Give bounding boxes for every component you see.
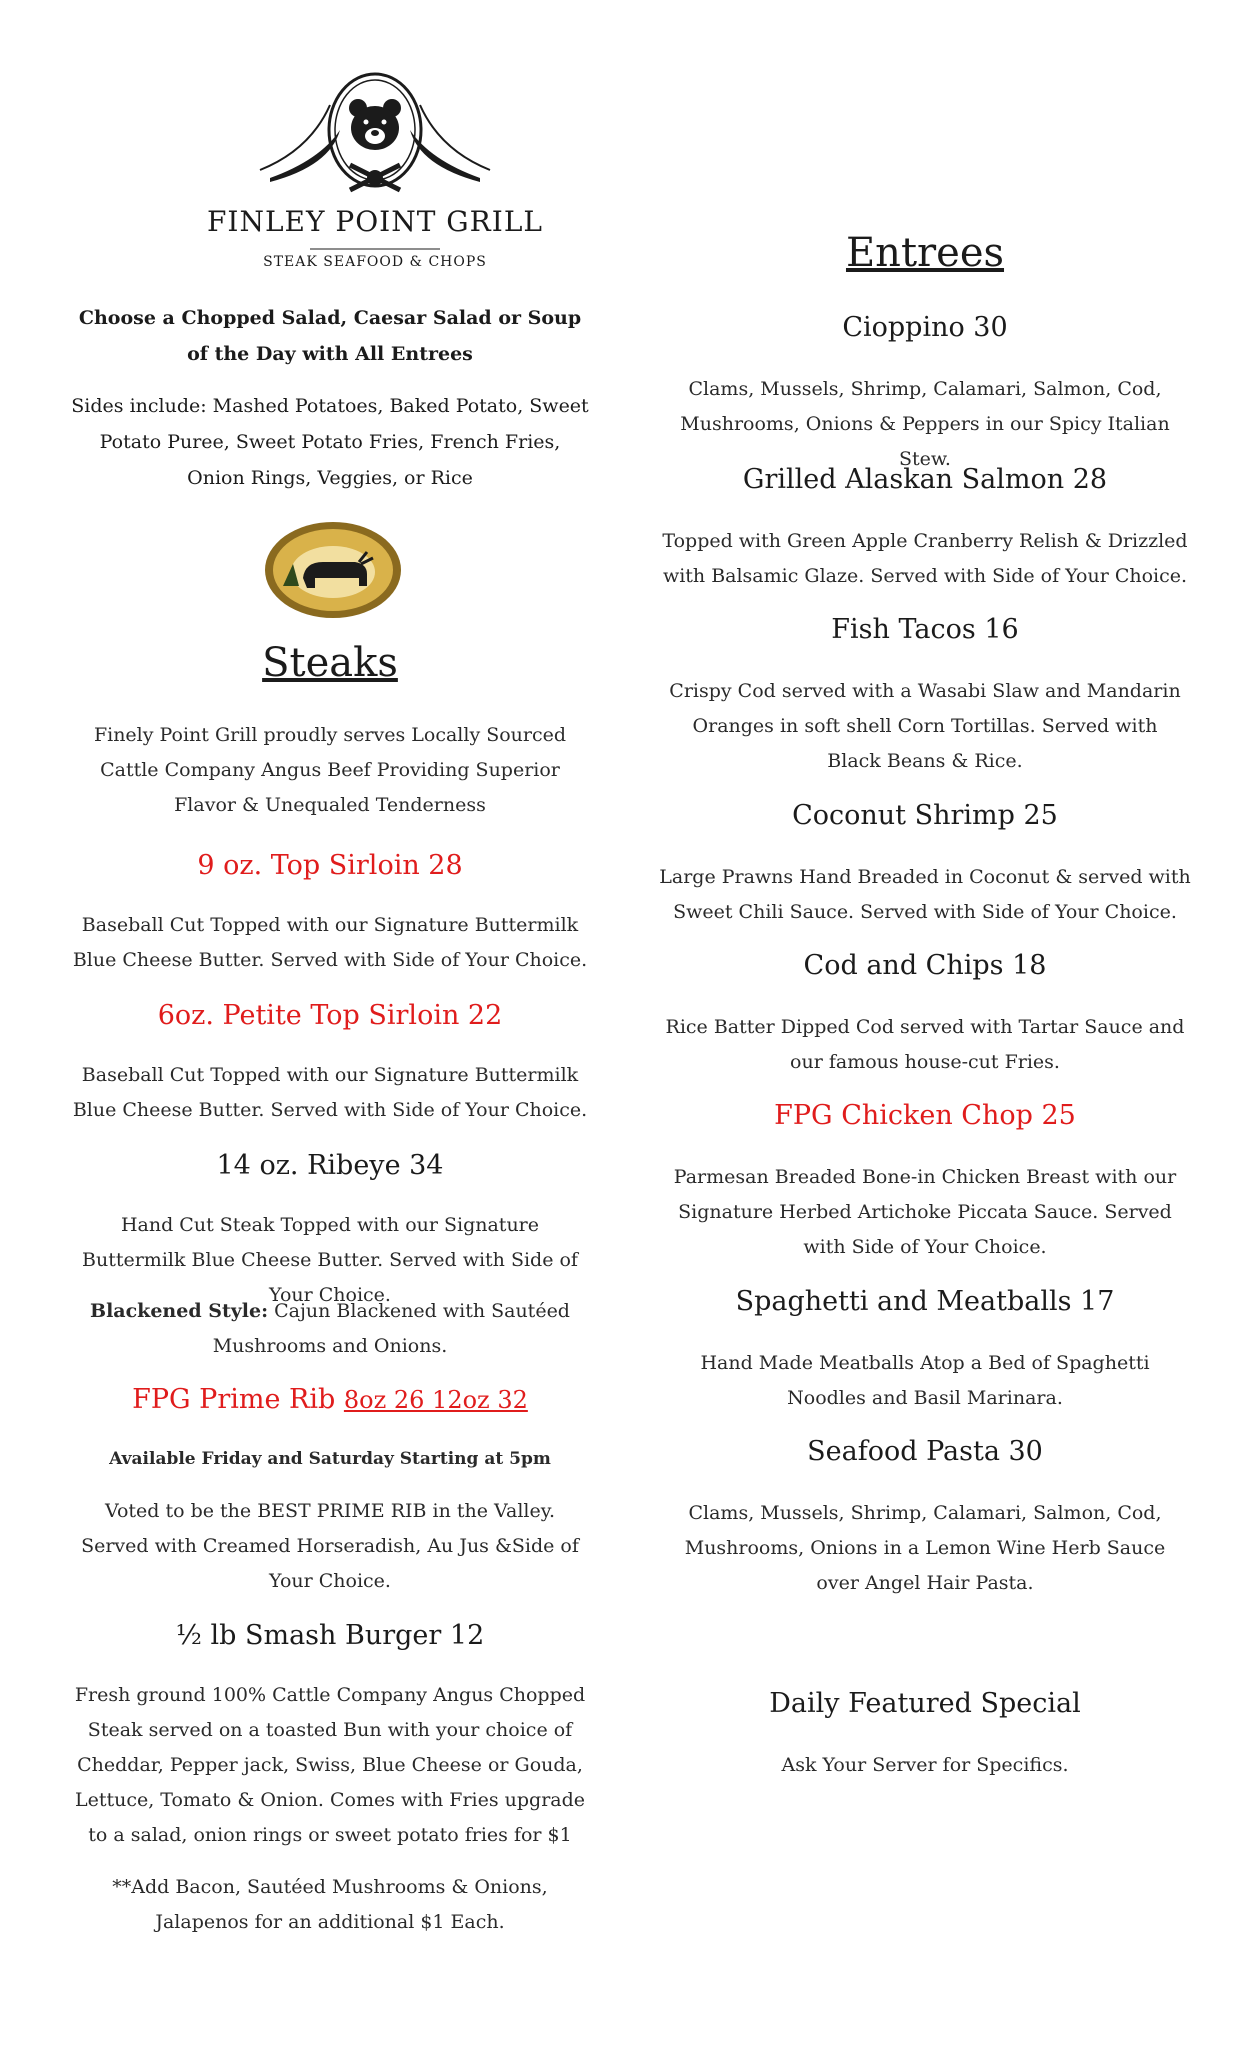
salmon-desc: Topped with Green Apple Cranberry Relish & Drizzled with Balsamic Glaze. Served with Side of Your Choice.: [662, 530, 1188, 587]
fish-tacos-desc: Crispy Cod served with a Wasabi Slaw and Mandarin Oranges in soft shell Corn Tortillas. Served with Black Beans & Rice.: [669, 680, 1181, 772]
daily-special-desc: Ask Your Server for Specifics.: [781, 1754, 1069, 1776]
salad-notice: Choose a Chopped Salad, Caesar Salad or Soup of the Day with All Entrees: [78, 307, 582, 365]
cioppino-desc: Clams, Mussels, Shrimp, Calamari, Salmon, Cod, Mushrooms, Onions & Peppers in our Spicy Italian Stew.: [680, 378, 1170, 470]
bull-logo-icon: [263, 520, 403, 620]
petite-sirloin-title: 6oz. Petite Top Sirloin 22: [157, 1000, 503, 1031]
spaghetti-desc: Hand Made Meatballs Atop a Bed of Spaghetti Noodles and Basil Marinara.: [700, 1352, 1150, 1409]
sides-notice: Sides include: Mashed Potatoes, Baked Potato, Sweet Potato Puree, Sweet Potato Fries, French Fries, Onion Rings, Veggies, or Rice: [71, 395, 589, 489]
steaks-heading: Steaks: [262, 640, 398, 686]
coconut-shrimp-title: Coconut Shrimp 25: [792, 800, 1058, 831]
coconut-shrimp-desc: Large Prawns Hand Breaded in Coconut & served with Sweet Chili Sauce. Served with Side of Your Choice.: [659, 866, 1191, 923]
daily-special-title: Daily Featured Special: [769, 1688, 1081, 1719]
chicken-chop-title: FPG Chicken Chop 25: [774, 1100, 1076, 1131]
cod-chips-title: Cod and Chips 18: [803, 950, 1047, 981]
petite-sirloin-desc: Baseball Cut Topped with our Signature Buttermilk Blue Cheese Butter. Served with Side of Your Choice.: [72, 1064, 588, 1121]
top-sirloin-desc: Baseball Cut Topped with our Signature Buttermilk Blue Cheese Butter. Served with Side of Your Choice.: [72, 914, 588, 971]
fish-tacos-title: Fish Tacos 16: [831, 614, 1019, 645]
logo-divider: [200, 246, 550, 252]
bear-crest-icon: [200, 70, 550, 205]
ribeye-title: 14 oz. Ribeye 34: [216, 1150, 444, 1181]
restaurant-name: FINLEY POINT GRILL: [206, 205, 544, 238]
blackened-style-note: [90, 1294, 570, 1364]
prime-rib-availability: Available Friday and Saturday Starting at 5pm: [109, 1449, 551, 1469]
chicken-chop-desc: Parmesan Breaded Bone-in Chicken Breast with our Signature Herbed Artichoke Piccata Sauce. Served with Side of Your Choice.: [673, 1166, 1177, 1258]
burger-addons-note: **Add Bacon, Sautéed Mushrooms & Onions, Jalapenos for an additional $1 Each.: [112, 1876, 548, 1933]
top-sirloin-title: 9 oz. Top Sirloin 28: [197, 850, 463, 881]
smash-burger-title: ½ lb Smash Burger 12: [175, 1620, 485, 1651]
restaurant-logo: [200, 70, 550, 290]
cioppino-title: Cioppino 30: [842, 312, 1008, 343]
prime-rib-title: [70, 1384, 590, 1415]
smash-burger-desc: Fresh ground 100% Cattle Company Angus Chopped Steak served on a toasted Bun with your choice of Cheddar, Pepper jack, Swiss, Blue Cheese or Gouda, Lettuce, Tomato & Onion. Comes with Fries upgrade to a salad, onion rings or sweet potato fries for $1: [74, 1684, 586, 1846]
prime-rib-desc: Voted to be the BEST PRIME RIB in the Valley. Served with Creamed Horseradish, Au Jus &Side of Your Choice.: [81, 1500, 579, 1592]
entrees-heading: Entrees: [845, 230, 1005, 276]
prime-rib-label: FPG Prime Rib: [132, 1384, 344, 1415]
blackened-style-desc: Cajun Blackened with Sautéed Mushrooms and Onions.: [212, 1300, 570, 1357]
seafood-pasta-title: Seafood Pasta 30: [807, 1436, 1043, 1467]
steaks-intro: Finely Point Grill proudly serves Locally Sourced Cattle Company Angus Beef Providing Superior Flavor & Unequaled Tenderness: [93, 724, 567, 816]
spaghetti-title: Spaghetti and Meatballs 17: [735, 1286, 1115, 1317]
salmon-title: Grilled Alaskan Salmon 28: [742, 464, 1108, 495]
cattle-company-badge: [263, 520, 403, 620]
restaurant-tagline: STEAK SEAFOOD & CHOPS: [263, 254, 487, 270]
seafood-pasta-desc: Clams, Mussels, Shrimp, Calamari, Salmon, Cod, Mushrooms, Onions in a Lemon Wine Herb Sauce over Angel Hair Pasta.: [684, 1502, 1166, 1594]
prime-rib-sizes: 8oz 26 12oz 32: [343, 1386, 528, 1414]
blackened-style-label: Blackened Style:: [90, 1300, 269, 1322]
cod-chips-desc: Rice Batter Dipped Cod served with Tartar Sauce and our famous house-cut Fries.: [665, 1016, 1185, 1073]
ribeye-desc: Hand Cut Steak Topped with our Signature Buttermilk Blue Cheese Butter. Served with Side of Your Choice.: [82, 1214, 578, 1306]
